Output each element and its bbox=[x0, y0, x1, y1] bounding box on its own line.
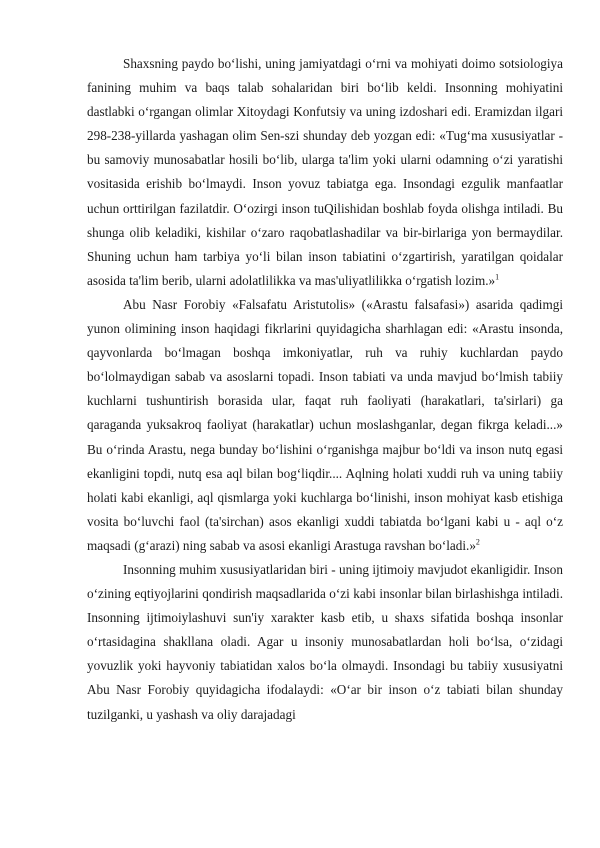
paragraph-1 bbox=[87, 52, 563, 293]
paragraph-2-text: Abu Nasr Forobiy «Falsafatu Aristutolis» («Arastu falsafasi») asarida qadimgi yunon olimining inson haqidagi fikrlarini quyidagicha sharhlagan edi: «Arastu insonda, qayvonlarda boʻlmagan boshqa imkoniyatlar, ruh va ruhiy kuchlardan paydo boʻlolmaydigan sabab va asoslarni topadi. Inson tabiati va unda mavjud boʻlmish tabiiy kuchlarni tushuntirish borasida ular, faqat ruh faoliyati (harakatlari, ta'sirlari) ga qaraganda yuksakroq faoliyat (harakatlar) uchun moslashganlar, degan fikrga keladi...» Bu oʻrinda Arastu, nega bunday boʻlishini oʻrganishga majbur boʻldi va inson nutq egasi ekanligini topdi, nutq esa aql bilan bogʻliqdir.... Aqlning holati xuddi ruh va uning tabiiy holati kabi ekanligi, aql qismlarga yoki kuchlarga boʻlinishi, inson mohiyat kasb etishiga vosita boʻluvchi faol (ta'sirchan) asos ekanligi xuddi tabiatda boʻlgani kabi u - aql oʻz maqsadi (gʻarazi) ning sabab va asosi ekanligi Arastuga ravshan boʻladi.» bbox=[87, 296, 563, 553]
footnote-marker-1: 1 bbox=[495, 272, 500, 282]
paragraph-3 bbox=[87, 558, 563, 727]
paragraph-3-text: Insonning muhim xususiyatlaridan biri - uning ijtimoiy mavjudot ekanligidir. Inson oʻzining eqtiyojlarini qondirish maqsadlarida oʻzi kabi insonlar bilan birlashishga intiladi. Insonning ijtimoiylashuvi sun'iy xarakter kasb etib, u shaxs sifatida boshqa insonlar oʻrtasidagina shakllana oladi. Agar u insoniy munosabatlardan holi boʻlsa, oʻzidagi yovuzlik yoki hayvoniy tabiatidan xalos boʻla olmaydi. Insondagi bu tabiiy xususiyatni Abu Nasr Forobiy quyidagicha ifodalaydi: «Oʻar bir inson oʻz tabiati bilan shunday tuzilganki, u yashash va oliy darajadagi bbox=[87, 561, 563, 722]
body-text bbox=[87, 52, 563, 727]
footnote-marker-2: 2 bbox=[475, 537, 480, 547]
paragraph-2 bbox=[87, 293, 563, 558]
paragraph-1-text: Shaxsning paydo boʻlishi, uning jamiyatdagi oʻrni va mohiyati doimo sotsiologiya fanining muhim va baqs talab sohalaridan biri boʻlib keldi. Insonning mohiyatini dastlabki oʻrgangan olimlar Xitoydagi Konfutsiy va uning izdoshari edi. Eramizdan ilgari 298-238-yillarda yashagan olim Sen-szi shunday deb yozgan edi: «Tugʻma xususiyatlar - bu samoviy munosabatlar hosili boʻlib, ularga ta'lim yoki ularni odamning oʻzi yaratishi vositasida erishib boʻlmaydi. Inson yovuz tabiatga ega. Insondagi ezgulik manfaatlar uchun orttirilgan fazilatdir. Oʻozirgi inson tuQilishidan boshlab foyda olishga intiladi. Bu shunga olib keladiki, kishilar oʻzaro raqobatlashadilar va bir-birlariga yon bermaydilar. Shuning uchun ham tarbiya yoʻli bilan inson tabiatini oʻzgartirish, yaratilgan qoidalar asosida ta'lim berib, ularni adolatlilikka va mas'uliyatlilikka oʻrgatish lozim.» bbox=[87, 56, 563, 288]
